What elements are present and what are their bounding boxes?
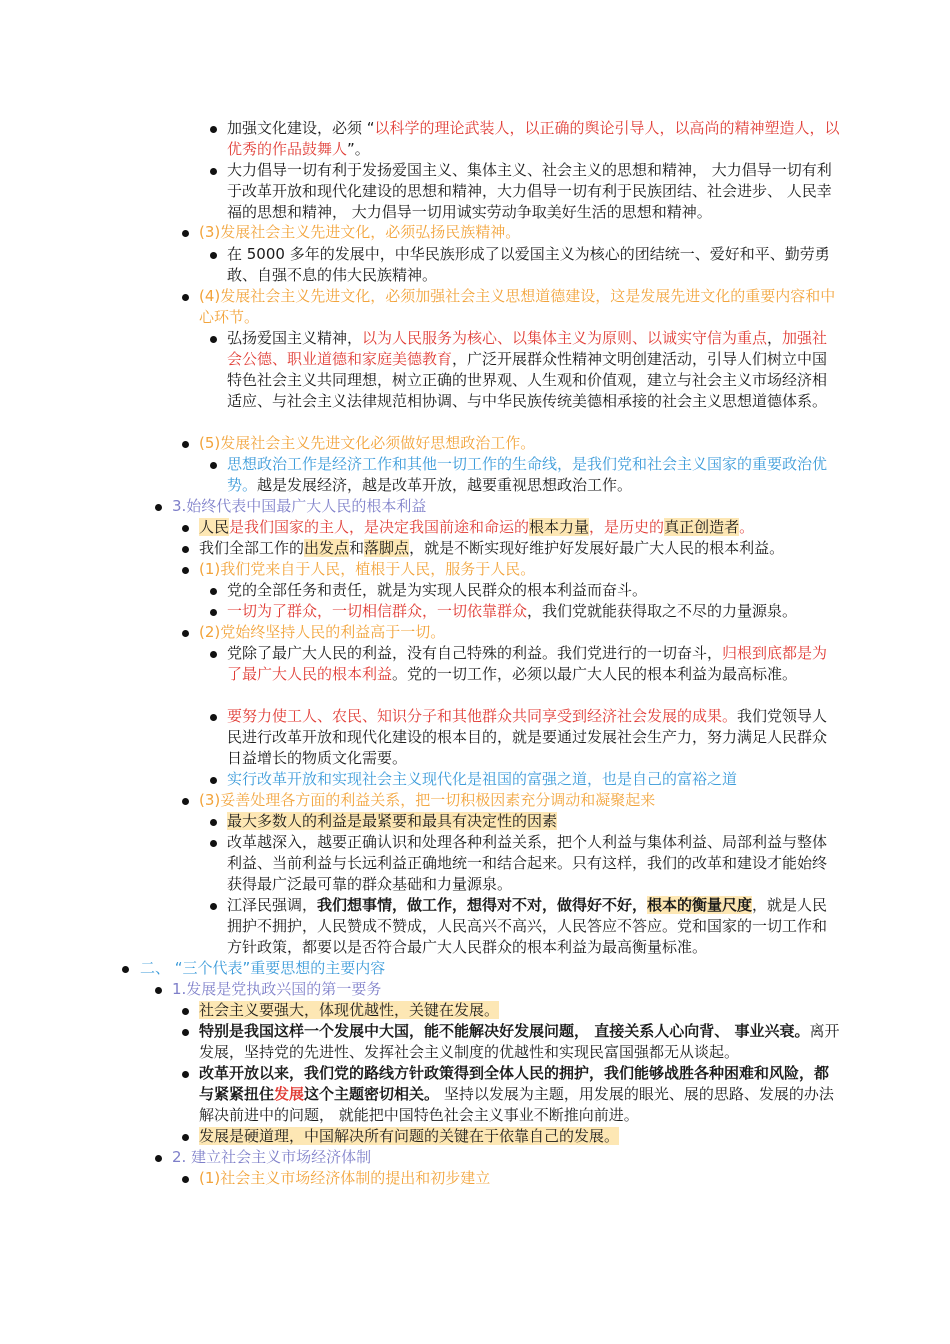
text-run: 3.始终代表中国最广大人民的根本利益 [172,497,427,515]
outline-item-level-2 [199,1126,840,1147]
text-run: 在 5000 多年的发展中，中华民族形成了以爱国主义为核心的团结统一、爱好和平、勤劳勇敢、自强不息的伟大民族精神。 [227,245,830,284]
text-run: 以科学的理论武装人，以正确的舆论引导人，以高尚的精神塑造人，以优秀的作品鼓舞人 [227,119,840,158]
text-run: ， [767,329,783,347]
bullet-icon [122,966,129,973]
bullet-icon [210,714,217,721]
text-run: 江泽民强调， [227,896,318,914]
text-run: 特别是我国这样一个发展中大国，能不能解决好发展问题， 直接关系人心向背、 事业兴衰。 [199,1022,810,1040]
text-run: 最大多数人的利益是最紧要和最具有决定性的因素 [227,812,558,830]
text-run: 党的全部任务和责任，就是为实现人民群众的根本利益而奋斗。 [227,581,648,599]
text-run: 党除了最广大人民的利益，没有自己特殊的利益。我们党进行的一切奋斗， [227,644,723,662]
text-run: 越是发展经济，越是改革开放，越要重视思想政治工作。 [257,476,633,494]
bullet-icon [210,777,217,784]
outline-item-level-2 [199,286,840,328]
text-run: (2)党始终坚持人民的利益高于一切。 [199,623,446,641]
text-run: 离开发展，坚持党的先进性、发挥社会主义制度的优越性和实现民富国强都无从谈起。 [199,1022,840,1061]
text-run: 。党的一切工作，必须以最广大人民的根本利益为最高标准。 [392,665,798,683]
bullet-icon [182,567,189,574]
bullet-icon [155,987,162,994]
text-run: 人民 [199,518,230,536]
outline-item-level-3 [227,160,840,223]
bullet-icon [182,798,189,805]
outline-item-level-3 [227,769,840,790]
bullet-icon [182,1176,189,1183]
outline-item-level-3 [227,118,840,160]
bullet-icon [182,630,189,637]
bullet-icon [182,1134,189,1141]
text-run: 落脚点 [364,539,410,557]
outline-item-level-2 [199,622,840,643]
outline-item-level-1 [172,979,840,1000]
text-run: (3)妥善处理各方面的利益关系，把一切积极因素充分调动和凝聚起来 [199,791,656,809]
text-run: (1)我们党来自于人民，植根于人民，服务于人民。 [199,560,536,578]
bullet-icon [155,1155,162,1162]
outline-item-level-2 [199,1063,840,1126]
outline-item-level-3 [227,580,840,601]
outline-item-level-3 [227,811,840,832]
outline-item-level-3 [227,244,840,286]
outline-item-level-2 [199,538,840,559]
bullet-icon [210,336,217,343]
text-run: 坚持以发展为主题，用发展的眼光、展的思路、发展的办法解决前进中的问题， 就能把中国特色社会主义事业不断推向前进。 [199,1085,834,1124]
text-run: 根本的衡量尺度 [647,896,753,914]
text-run: 和 [349,539,365,557]
outline-item-level-3 [227,706,840,769]
outline-item-level-2 [199,222,840,243]
bullet-icon [210,609,217,616]
bullet-icon [155,504,162,511]
text-run: 实行改革开放和实现社会主义现代化是祖国的富强之道，也是自己的富裕之道 [227,770,738,788]
text-run: 真正创造者 [664,518,740,536]
outline-item-level-3 [227,643,840,685]
text-run: (1)社会主义市场经济体制的提出和初步建立 [199,1169,491,1187]
bullet-icon [210,168,217,175]
outline-item-level-3 [227,832,840,895]
bullet-icon [182,441,189,448]
text-run: 根本力量 [529,518,590,536]
text-run: 2. 建立社会主义市场经济体制 [172,1148,372,1166]
text-run: 社会主义要强大，体现优越性，关键在发展。 [199,1001,500,1019]
outline-item-level-1 [172,496,840,517]
outline-item-level-2 [199,1021,840,1063]
outline-item-level-3 [227,601,840,622]
text-run: 加强社会公德、职业道德和家庭美德教育 [227,329,828,368]
outline-item-level-2 [199,790,840,811]
text-run: ，就是人民拥护不拥护，人民赞成不赞成，人民高兴不高兴，人民答应不答应。党和国家的一切工作和方针政策，都要以是否符合最广大人民群众的根本利益为最高衡量标准。 [227,896,828,956]
text-run: (5)发展社会主义先进文化必须做好思想政治工作。 [199,434,536,452]
text-run: 归根到底都是为了最广大人民的根本利益 [227,644,828,683]
text-run: 这个主题密切相关。 [304,1085,440,1103]
bullet-icon [182,1029,189,1036]
bullet-icon [182,1071,189,1078]
text-run: 改革越深入，越要正确认识和处理各种利益关系，把个人利益与集体利益、局部利益与整体利益、当前利益与长远利益正确地统一和结合起来。只有这样，我们的改革和建设才能始终获得最广泛最可靠的群众基础和力量源泉。 [227,833,828,893]
text-run: 我们党领导人民进行改革开放和现代化建设的根本目的，就是要通过发展社会生产力，努力满足人民群众日益增长的物质文化需要。 [227,707,828,767]
outline-item-level-3 [227,328,840,412]
text-run: 一切为了群众，一切相信群众，一切依靠群众 [227,602,528,620]
bullet-icon [210,903,217,910]
bullet-icon [210,840,217,847]
text-run: 是我们国家的主人，是决定我国前途和命运的 [229,518,530,536]
text-run: ，广泛开展群众性精神文明创建活动，引导人们树立中国特色社会主义共同理想，树立正确的世界观、人生观和价值观，建立与社会主义市场经济相适应、与社会主义法律规范相协调、与中华民族传统美德相承接的社会主义思想道德体系。 [227,350,828,410]
bullet-icon [210,252,217,259]
text-run: ，是历史的 [589,518,665,536]
bullet-icon [210,651,217,658]
text-run: 1.发展是党执政兴国的第一要务 [172,980,382,998]
bullet-icon [182,294,189,301]
bullet-icon [182,230,189,237]
text-run: ，我们党就能获得取之不尽的力量源泉。 [527,602,798,620]
text-run: 发展 [274,1085,305,1103]
outline-item-level-2 [199,559,840,580]
text-run: 我们全部工作的 [199,539,305,557]
outline-item-level-2 [199,517,840,538]
text-run: ，就是不断实现好维护好发展好最广大人民的根本利益。 [409,539,785,557]
text-run: 要努力使工人、农民、知识分子和其他群众共同享受到经济社会发展的成果。 [227,707,738,725]
outline-item-level-2 [199,433,840,454]
text-run: 弘扬爱国主义精神， [227,329,363,347]
text-run: 加强文化建设，必须 “ [227,119,375,137]
outline-item-level-0 [140,958,840,979]
text-run: 二、 “三个代表”重要思想的主要内容 [140,959,386,977]
text-run: 思想政治工作是经济工作和其他一切工作的生命线，是我们党和社会主义国家的重要政治优势。 [227,455,828,494]
bullet-icon [210,126,217,133]
bullet-icon [182,525,189,532]
outline-item-level-2 [199,1000,840,1021]
text-run: (4)发展社会主义先进文化，必须加强社会主义思想道德建设，这是发展先进文化的重要内容和中心环节。 [199,287,836,326]
text-run: 发展是硬道理，中国解决所有问题的关键在于依靠自己的发展。 [199,1127,620,1145]
outline-item-level-1 [172,1147,840,1168]
text-run: 大力倡导一切有利于发扬爱国主义、集体主义、社会主义的思想和精神， 大力倡导一切有利于改革开放和现代化建设的思想和精神，大力倡导一切有利于民族团结、社会进步、 人民幸福的思想和精神， 大力倡导一切用诚实劳动争取美好生活的思想和精神。 [227,161,832,221]
text-run: 出发点 [304,539,350,557]
outline-item-level-3 [227,454,840,496]
text-run: 我们想事情，做工作，想得对不对，做得好不好， [317,896,648,914]
bullet-icon [210,819,217,826]
text-run: ”。 [347,140,370,158]
bullet-icon [210,588,217,595]
bullet-icon [210,462,217,469]
text-run: 改革开放以来，我们党的路线方针政策得到全体人民的拥护，我们能够战胜各种困难和风险，都与紧紧扭住 [199,1064,830,1103]
text-run: 。 [739,518,755,536]
bullet-icon [182,546,189,553]
bullet-icon [182,1008,189,1015]
outline-item-level-3 [227,895,840,958]
text-run: (3)发展社会主义先进文化，必须弘扬民族精神。 [199,223,521,241]
outline-item-level-2 [199,1168,840,1189]
text-run: 以为人民服务为核心、以集体主义为原则、以诚实守信为重点 [362,329,768,347]
